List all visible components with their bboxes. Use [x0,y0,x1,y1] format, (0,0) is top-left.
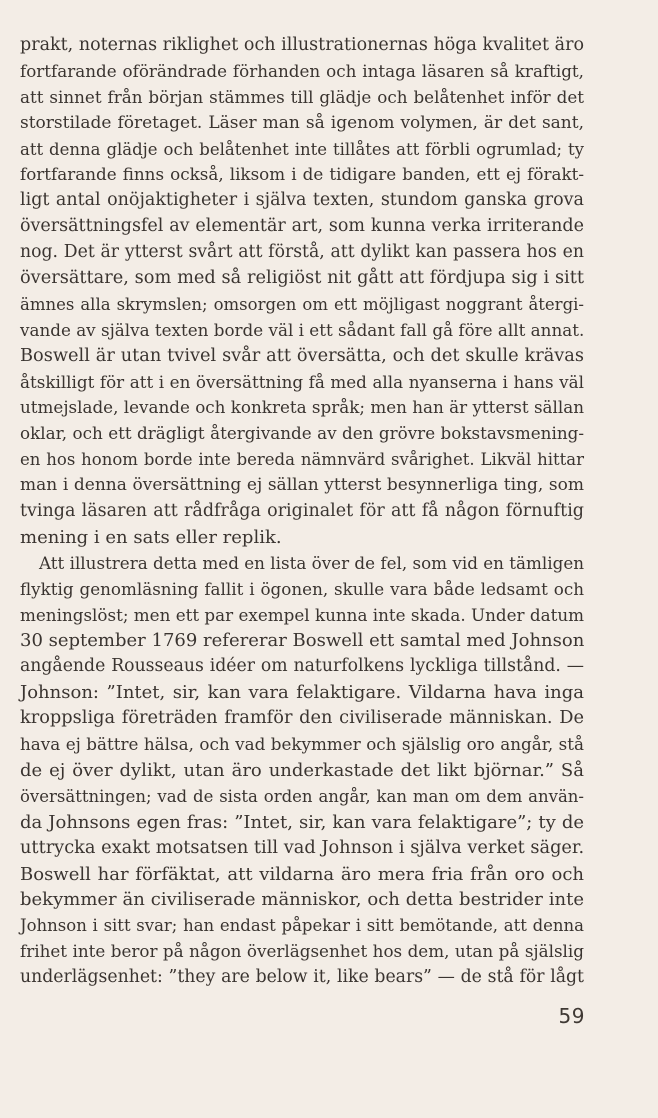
body-text [20,33,584,991]
paragraph-end-line: mening i en sats eller replik. [20,526,282,548]
text-line: underlägsenhet: ”they are below it, like bears” — de stå för lågt [20,967,584,988]
text-line: översättare, som med så religiöst nit gått att fördjupa sig i sitt [20,268,584,289]
text-line: fortfarande oförändrade förhanden och intaga läsaren så kraftigt, [20,60,584,81]
text-line: fortfarande finns också, liksom i de tidigare banden, ett ej förakt- [20,164,584,185]
text-line: 30 september 1769 refererar Boswell ett samtal med Johnson [20,630,585,652]
text-line: man i denna översättning ej sällan ytterst besynnerliga ting, som [20,475,584,496]
text-line: meningslöst; men ett par exempel kunna inte skada. Under datum [20,604,584,625]
text-line: bekymmer än civiliserade människor, och detta bestrider inte [20,889,584,911]
text-line: kroppsliga företräden framför den civiliserade människan. De [20,708,584,729]
text-line: angående Rousseaus idéer om naturfolkens lyckliga tillstånd. — [20,656,584,677]
text-line: Johnson i sitt svar; han endast påpekar i sitt bemötande, att denna [20,916,584,936]
text-line: översättningen; vad de sista orden angår, kan man om dem använ- [20,786,584,806]
text-line: prakt, noternas riklighet och illustrationernas höga kvalitet äro [20,35,584,55]
text-line: da Johnsons egen fras: ”Intet, sir, kan vara felaktigare”; ty de [20,811,584,833]
text-line: utmejslade, levande och konkreta språk; men han är ytterst sällan [20,397,585,418]
text-line: Boswell har förfäktat, att vildarna äro mera fria från oro och [20,863,584,885]
text-line: ämnes alla skrymslen; omsorgen om ett möjligast noggrant återgi- [20,294,584,314]
text-line: tvinga läsaren att rådfråga originalet för att få någon förnuftig [20,501,584,522]
text-line: nog. Det är ytterst svårt att förstå, att dylikt kan passera hos en [20,242,584,263]
text-line: uttrycka exakt motsatsen till vad Johnson i själva verket säger. [20,837,585,858]
text-line: att sinnet från början stämmes till glädje och belåtenhet inför det [20,86,584,107]
text-line: ligt antal onöjaktigheter i själva texten, stundom ganska grova [20,190,584,211]
text-line: vande av själva texten borde väl i ett sådant fall gå före allt annat. [20,319,585,340]
page-number: 59 [558,1004,585,1028]
text-line: en hos honom borde inte bereda nämnvärd svårighet. Likväl hittar [20,450,584,470]
text-line: Boswell är utan tvivel svår att översätta, och det skulle krävas [20,345,584,366]
text-line: åtskilligt för att i en översättning få med alla nyanserna i hans väl [20,371,584,392]
text-line: flyktig genomläsning fallit i ögonen, skulle vara både ledsamt och [20,578,584,599]
text-line: de ej över dylikt, utan äro underkastade det likt björnar.” Så [20,759,584,781]
text-line: storstilade företaget. Läser man så igenom volymen, är det sant, [20,112,584,133]
text-line: oklar, och ett drägligt återgivande av den grövre bokstavsmening- [20,423,584,444]
text-line: hava ej bättre hälsa, och vad bekymmer och själslig oro angår, stå [20,734,584,755]
text-line: frihet inte beror på någon överlägsenhet hos dem, utan på själslig [20,941,584,962]
text-line: att denna glädje och belåtenhet inte tillåtes att förbli ogrumlad; ty [20,139,584,159]
paragraph-first-line: Att illustrera detta med en lista över de fel, som vid en tämligen [39,552,585,573]
text-line: översättningsfel av elementär art, som kunna verka irriterande [20,216,584,237]
text-line: Johnson: ”Intet, sir, kan vara felaktigare. Vildarna hava inga [20,682,584,704]
